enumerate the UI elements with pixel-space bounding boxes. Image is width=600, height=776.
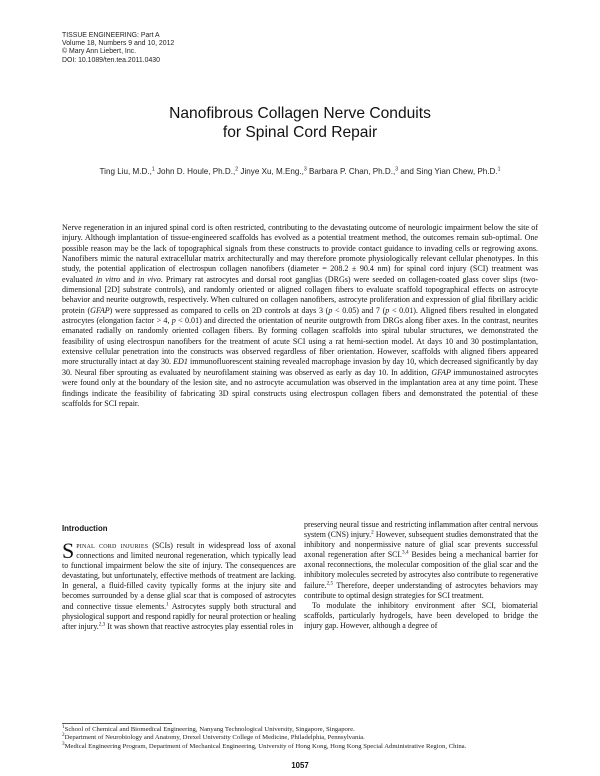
section-heading-introduction: Introduction [62,524,108,533]
journal-doi: DOI: 10.1089/ten.tea.2011.0430 [62,56,160,64]
author-name: and Sing Yian Chew, Ph.D. [400,167,498,176]
intro-paragraph-2: To modulate the inhibitory environment after SCI, biomaterial scaffolds, particularly hydrogels, have been developed to bridge the injury gap. However, although a degree of [304,600,538,630]
footnote-divider [62,723,172,724]
author-affiliation: 1 [497,166,501,173]
abstract-text: Nerve regeneration in an injured spinal cord is often restricted, contributing to the devastating outcome of neurologic impairment below the site of injury. Although implantation of tissue-engineered scaffolds has evolved as a potential treatment method, the outcomes remain sub-optimal. One possible reason may be the lack of topographical signals from these constructs to provide contact guidance to invading cells or regrowing axons. Nanofibers mimic the natural extracellular matrix architecturally and may therefore promote physiologically relevant cellular phenotypes. In this study, the potential application of electrospun collagen nanofibers (diameter = 208.2 ± 90.4 nm) for spinal cord injury (SCI) treatment was evaluated in vitro and in vivo. Primary rat astrocytes and dorsal root ganglias (DRGs) were seeded on collagen-coated glass cover slips (two-dimensional [2D] substrate controls), and randomly oriented or aligned collagen fibers to evaluate scaffold topographical effects on astrocyte behavior and neurite outgrowth, respectively. When cultured on collagen nanofibers, astrocyte proliferation and expression of glial fibrillary acidic protein (GFAP) were suppressed as compared to cells on 2D controls at days 3 (p < 0.05) and 7 (p < 0.01). Aligned fibers resulted in elongated astrocytes (elongation factor > 4, p < 0.01) and directed the orientation of neurite outgrowth from DRGs along fiber axes. In the contrast, neurites emanated radially on randomly oriented collagen fibers. By forming collagen scaffolds into spiral tubular structures, we demonstrated the feasibility of using electrospun nanofibers for the treatment of acute SCI using a rat hemi-section model. At days 10 and 30 postimplantation, extensive cellular penetration into the constructs was observed regardless of fiber orientation. However, scaffolds with aligned fibers appeared more structurally intact at day 30. ED1 immunofluorescent staining revealed macrophage invasion by day 10, which decreased significantly by day 30. Neural fiber sprouting as evaluated by neurofilament staining was observed as early as day 10. In addition, GFAP immunostained astrocytes were found only at the boundary of the lesion site, and no astrocyte accumulation was observed in the implantation area at any time point. These findings indicate the feasibility of fabricating 3D spiral constructs using electrospun collagen fibers and demonstrated the potential of these scaffolds for SCI repair. [62,223,539,408]
author-affiliation: 2 [235,166,239,173]
body-column-left [62,538,296,632]
journal-name: TISSUE ENGINEERING: Part A [62,32,160,39]
author-name: John D. Houle, Ph.D., [157,167,236,176]
footnote: $^1$School of Chemical and Biomedical Engineering, Nanyang Technological University, Singapore, Singapore. [62,723,355,733]
intro-paragraph-1: Spinal cord injuries (SCIs) result in widespread loss of axonal connections and limited neuronal regeneration, which typically lead to functional impairment below the site of injury. The consequences are devastating, but unfortunately, effective methods of treatment are lacking. In general, a fluid-filled cavity typically forms at the injury site and becomes surrounded by a dense glial scar that is composed of astrocytes and connective tissue elements.$^1$ Astrocytes supply both structural and physiological support and respond rapidly for neural protection or healing after injury.$^{2,3}$ It was shown that reactive astrocytes play essential roles in [62,538,296,631]
paper-title [60,104,540,142]
abstract [62,223,538,409]
author-name: Jinye Xu, M.Eng., [240,167,304,176]
title-line-2: for Spinal Cord Repair [222,124,378,141]
title-line-1: Nanofibrous Collagen Nerve Conduits [169,105,431,122]
author-name: Barbara P. Chan, Ph.D., [309,167,396,176]
author-name: Ting Liu, M.D., [99,167,152,176]
body-column-right [304,520,538,631]
affiliation-footnotes [62,723,538,751]
intro-paragraph-1-cont: preserving neural tissue and restricting inflammation after central nervous system (CNS) injury.$^2$ However, subsequent studies demonstrated that the inhibitory and nonpermissive nature of glial scar prevents successful axonal regeneration after SCI.$^{3,4}$ Besides being a mechanical barrier for axonal reconnections, the molecular composition of the glial scar and the inhibitory molecules secreted by astrocytes also contribute to regenerative failure.$^{2,5}$ Therefore, deeper understanding of astrocytes behaviors may contribute to optimal design strategies for SCI treatment. [304,520,539,600]
drop-cap: S [62,538,75,563]
page-number: 1057 [291,761,309,770]
author-list [60,167,540,177]
author-affiliation: 3 [395,166,399,173]
author-affiliation: 1 [151,166,155,173]
footnote: $^3$Medical Engineering Program, Department of Mechanical Engineering, University of Hong Kong, Hong Kong Special Administrative Region, China. [62,740,467,750]
journal-info [62,32,362,65]
journal-copyright: © Mary Ann Liebert, Inc. [62,48,137,56]
footnote: $^2$Department of Neurobiology and Anatomy, Drexel University College of Medicine, Philadelphia, Pennsylvania. [62,732,365,742]
journal-volume: Volume 18, Numbers 9 and 10, 2012 [62,40,175,48]
author-affiliation: 3 [303,166,307,173]
